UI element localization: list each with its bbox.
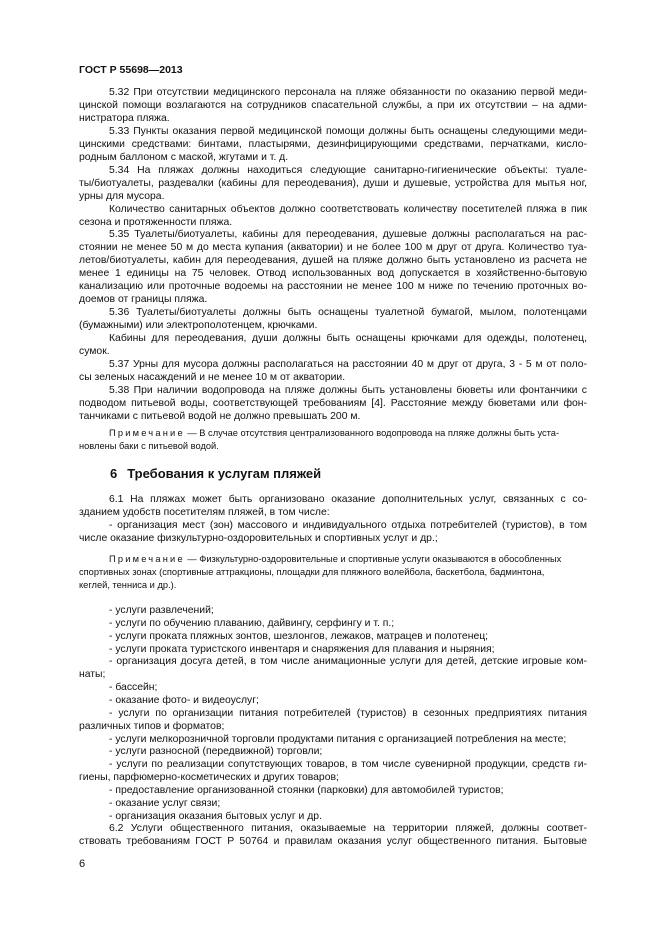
note-2 bbox=[79, 553, 587, 566]
text-line: - бассейн; bbox=[109, 682, 158, 694]
text-line: наты; bbox=[79, 669, 106, 681]
text-line: различных типов и форматов; bbox=[79, 720, 225, 732]
text-line: менее 1 единицы на 75 человек. Отвод использованных вод допускается в хозяйственно-бытовую bbox=[79, 268, 587, 280]
page-number: 6 bbox=[79, 858, 86, 870]
note-2-line-3: кеглей, тенниса и др.). bbox=[79, 580, 177, 590]
text-line: ствовать требованиям ГОСТ Р 50764 и правилам оказания услуг общественного питания. Бытовые bbox=[79, 836, 587, 848]
text-line: сы зеленых насаждений и не менее 10 м от акватории. bbox=[79, 371, 346, 383]
text-line: урны для мусора. bbox=[79, 190, 165, 202]
text-line: - услуги разносной (передвижной) торговли; bbox=[109, 746, 323, 758]
text-line: летов/биотуалеты, кабин для переодевания, душей на пляже должно быть установлено из расчета не bbox=[79, 255, 587, 267]
text-line: цинской помощи возлагаются на сотрудников спасательной службы, а при их отсутствии – на адми- bbox=[79, 99, 587, 111]
text-line: 5.37 Урны для мусора должны располагаться на расстоянии 40 м друг от друга, 3 - 5 м от поло- bbox=[109, 358, 587, 370]
note-text: — Физкультурно-оздоровительные и спортивные услуги оказываются в обособленных bbox=[184, 554, 562, 564]
section-number: 6 bbox=[110, 466, 118, 481]
text-line: 5.34 На пляжах должны находиться следующие санитарно-гигиенические объекты: туале- bbox=[109, 164, 587, 176]
text-line: танчиками с питьевой водой не должно превышать 200 м. bbox=[79, 410, 361, 422]
text-line: - оказание услуг связи; bbox=[109, 797, 221, 809]
text-line: (бумажными) или электрополотенцем, крючками. bbox=[79, 320, 318, 332]
text-line: - услуги по организации питания потребителей (туристов) в сезонных предприятиях питания bbox=[109, 707, 587, 719]
section-heading bbox=[110, 466, 331, 481]
text-line: - услуги проката пляжных зонтов, шезлонгов, лежаков, матрацев и полотенец; bbox=[109, 630, 489, 642]
note-label: Примечание bbox=[109, 428, 185, 438]
note-1-line-2: новлены баки с питьевой водой. bbox=[79, 441, 219, 451]
text-line: - услуги мелкорозничной торговли продуктами питания с организацией потребления на месте; bbox=[109, 733, 567, 745]
text-line: - предоставление организованной стоянки (парковки) для автомобилей туристов; bbox=[109, 784, 504, 796]
text-line: сумок. bbox=[79, 346, 110, 357]
text-line: 5.38 При наличии водопровода на пляже должны быть установлены бюветы или фонтанчики с bbox=[109, 384, 587, 396]
text-line: зданием удобств посетителям пляжей, в том числе: bbox=[79, 506, 330, 518]
text-line: - организация досуга детей, в том числе анимационные услуги для детей, детские игровые ком- bbox=[109, 656, 587, 668]
text-line: 5.35 Туалеты/биотуалеты, кабины для переодевания, душевые должны располагаться на рас- bbox=[109, 229, 587, 241]
text-line: - услуги развлечений; bbox=[109, 605, 214, 616]
section-title: Требования к услугам пляжей bbox=[127, 466, 322, 481]
text-line: доемов от границы пляжа. bbox=[79, 294, 208, 306]
text-line: гиены, парфюмерно-косметических и других товаров; bbox=[79, 772, 339, 784]
text-line: - организация мест (зон) массового и индивидуального отдыха потребителей (туристов), в том bbox=[109, 519, 587, 531]
text-line: цинскими средствами: бинтами, пластырями, дезинфицирующими средствами, перчатками, кисло- bbox=[79, 138, 587, 150]
text-line: - услуги проката туристского инвентаря и снаряжения для плавания и ныряния; bbox=[109, 643, 495, 655]
note-2-line-2: спортивных зонах (спортивные аттракционы, площадки для пляжного волейбола, баскетбола, бадминтона, bbox=[79, 567, 545, 577]
text-line: - организация оказания бытовых услуг и др. bbox=[109, 810, 322, 822]
note-label: Примечание bbox=[109, 554, 185, 564]
text-line: - услуги по реализации сопутствующих товаров, в том числе сувенирной продукции, средств ги- bbox=[109, 759, 587, 771]
text-line: сезона и протяженности пляжа. bbox=[79, 216, 233, 228]
text-line: числе оказание физкультурно-оздоровительных и спортивных услуг и др.; bbox=[79, 532, 438, 544]
text-line: 5.36 Туалеты/биотуалеты должны быть оснащены туалетной бумагой, мылом, полотенцами bbox=[109, 307, 587, 319]
text-line: родным баллоном с маской, жгутами и т. д. bbox=[79, 151, 289, 163]
note-text: — В случае отсутствия централизованного водопровода на пляже должны быть уста- bbox=[184, 428, 560, 438]
text-line: 6.1 На пляжах может быть организовано оказание дополнительных услуг, связанных с со- bbox=[109, 494, 587, 505]
note-1 bbox=[79, 427, 587, 440]
text-line: подводом питьевой воды, соответствующей требованиям [4]. Расстояние между бюветами или фон- bbox=[79, 397, 587, 409]
text-line: - оказание фото- и видеоуслуг; bbox=[109, 694, 259, 706]
text-line: ты/биотуалеты, раздевалки (кабины для переодевания), души и душевые, устройства для мытья ног, bbox=[79, 177, 587, 189]
text-line: 6.2 Услуги общественного питания, оказываемые на территории пляжей, должны соответ- bbox=[109, 823, 587, 835]
text-line: 5.33 Пункты оказания первой медицинской помощи должны быть оснащены следующими меди- bbox=[109, 125, 587, 137]
text-line: Кабины для переодевания, души должны быть оснащены крючками для одежды, полотенец, bbox=[109, 333, 587, 345]
text-line: - услуги по обучению плаванию, дайвингу, серфингу и т. п.; bbox=[109, 617, 395, 629]
document-header: ГОСТ Р 55698—2013 bbox=[79, 64, 183, 76]
text-line: стоянии не менее 50 м до места купания (акватории) и не более 100 м друг от друга. Количество туа- bbox=[79, 242, 587, 254]
text-line: 5.32 При отсутствии медицинского персонала на пляже обязанности по оказанию первой меди- bbox=[109, 87, 587, 98]
text-line: Количество санитарных объектов должно соответствовать количеству посетителей пляжа в пик bbox=[109, 203, 587, 215]
text-line: нистратора пляжа. bbox=[79, 112, 170, 124]
text-line: канализацию или проточные водоемы на расстоянии не менее 100 м ниже по течению проточных во- bbox=[79, 281, 587, 293]
